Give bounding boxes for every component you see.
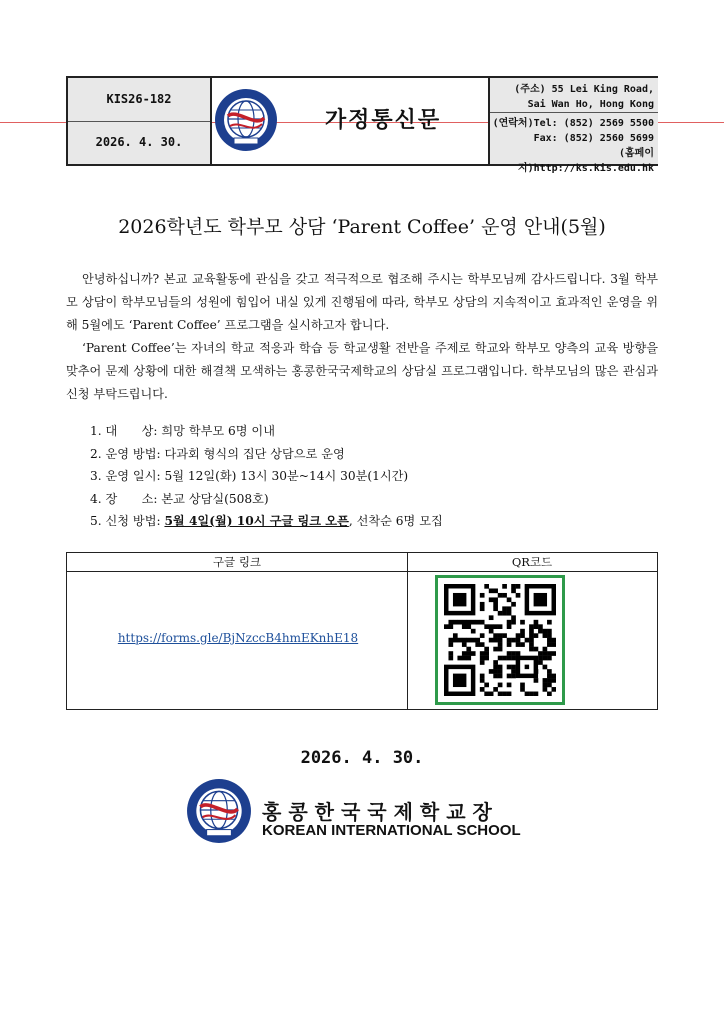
item-value: 희망 학부모 6명 이내 bbox=[157, 424, 275, 438]
item-label: 4. 장 소: bbox=[90, 491, 158, 506]
address-line-2: Sai Wan Ho, Hong Kong bbox=[527, 99, 654, 110]
principal-signature-ko: 홍콩한국국제학교장 bbox=[262, 800, 499, 824]
qr-code-icon bbox=[444, 584, 556, 696]
qr-code-frame bbox=[435, 575, 565, 705]
list-item bbox=[90, 510, 650, 533]
google-form-link[interactable]: https://forms.gle/BjNzccB4hmEKnhE18 bbox=[117, 631, 359, 645]
list-item bbox=[90, 465, 650, 488]
homepage: (홈페이지)http://ks.kis.edu.hk bbox=[517, 148, 654, 174]
school-emblem-icon bbox=[214, 88, 278, 152]
list-item bbox=[90, 420, 650, 443]
school-emblem-icon bbox=[186, 778, 252, 844]
item-value: , 선착순 6명 모집 bbox=[348, 514, 443, 528]
school-contact bbox=[488, 78, 658, 174]
qr-code-header: QR코드 bbox=[511, 555, 553, 569]
principal-signature-en: KOREAN INTERNATIONAL SCHOOL bbox=[262, 822, 521, 839]
document-code: KIS26-182 bbox=[68, 78, 210, 122]
item-value: 본교 상담실(508호) bbox=[157, 491, 269, 506]
notice-title: 2026학년도 학부모 상담 ‘Parent Coffee’ 운영 안내(5월) bbox=[118, 216, 606, 238]
list-item bbox=[90, 443, 650, 466]
letter-type-title: 가정통신문 bbox=[324, 108, 442, 133]
issue-date: 2026. 4. 30. bbox=[300, 748, 424, 768]
body-paragraph-2: ‘Parent Coffee’는 자녀의 학교 적응과 학습 등 학교생활 전반을 주제로 학교와 학부모 양측의 교육 방향을 맞추어 문제 상황에 대한 해결책 모색하는 홍콩한국국제학교의 상담실 프로그램입니다. 학부모님의 많은 관심과 신청 부탁드립니다. bbox=[66, 341, 658, 401]
link-table bbox=[66, 552, 658, 710]
body-paragraph-1: 안녕하십니까? 본교 교육활동에 관심을 갖고 적극적으로 협조해 주시는 학부모님께 감사드립니다. 3월 학부모 상담이 학부모님들의 성원에 힘입어 내실 있게 진행됨에 따라, 학부모 상담의 지속적이고 효과적인 운영을 위해 5월에도 ‘Parent Coffee’ 프로그램을 실시하고자 합니다. bbox=[66, 272, 658, 332]
telephone: (연락처)Tel: (852) 2569 5500 bbox=[492, 118, 654, 129]
item-label: 5. 신청 방법: bbox=[90, 514, 161, 528]
document-date: 2026. 4. 30. bbox=[95, 135, 183, 149]
item-value: 다과회 형식의 집단 상담으로 운영 bbox=[160, 446, 345, 461]
address-line-1: (주소) 55 Lei King Road, bbox=[514, 84, 654, 95]
item-label: 3. 운영 일시: bbox=[90, 469, 161, 483]
google-link-header: 구글 링크 bbox=[212, 555, 262, 569]
item-value: 5월 12일(화) 13시 30분~14시 30분(1시간) bbox=[160, 469, 409, 483]
list-item bbox=[90, 488, 650, 511]
application-open-time: 5월 4일(월) 10시 구글 링크 오픈 bbox=[164, 514, 349, 528]
letter-header bbox=[66, 76, 658, 174]
fax: Fax: (852) 2560 5699 bbox=[533, 133, 654, 144]
detail-list bbox=[90, 420, 650, 533]
item-label: 2. 운영 방법: bbox=[90, 446, 161, 461]
header-meta bbox=[68, 78, 212, 164]
item-label: 1. 대 상: bbox=[90, 424, 158, 438]
notice-body bbox=[66, 268, 658, 406]
